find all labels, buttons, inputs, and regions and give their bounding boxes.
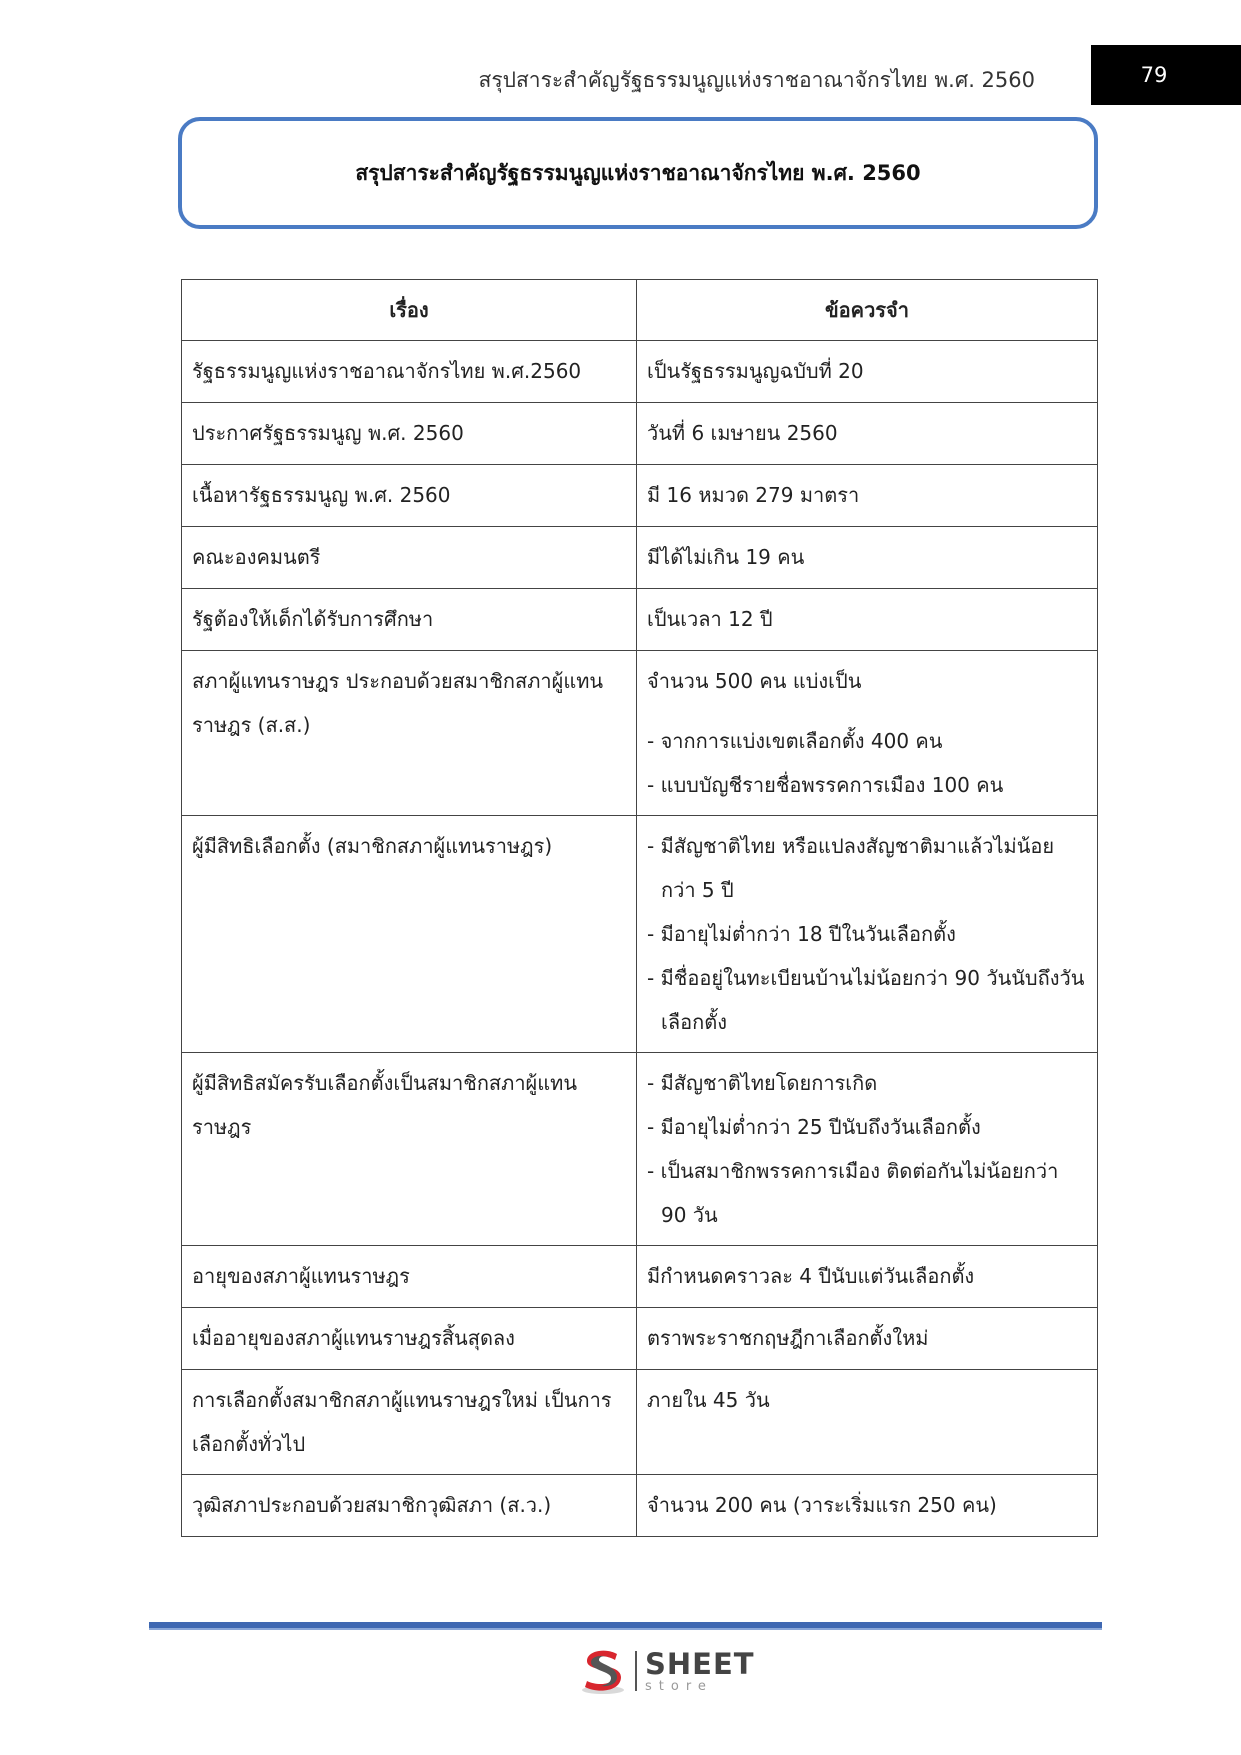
table-row [182, 527, 1098, 589]
note-cell [637, 651, 1098, 816]
summary-table [181, 279, 1098, 1537]
logo-sub-text: store [645, 1678, 713, 1694]
table-row [182, 816, 1098, 1053]
column-header-topic: เรื่อง [182, 280, 637, 341]
table-row [182, 1246, 1098, 1308]
running-header-title: สรุปสาระสำคัญรัฐธรรมนูญแห่งราชอาณาจักรไทย พ.ศ. 2560 [478, 68, 1035, 92]
note-cell: เป็นรัฐธรรมนูญฉบับที่ 20 [637, 341, 1098, 403]
topic-cell: เนื้อหารัฐธรรมนูญ พ.ศ. 2560 [182, 465, 637, 527]
list-item: - มีสัญชาติไทยโดยการเกิด [647, 1071, 878, 1095]
note-cell: มีได้ไม่เกิน 19 คน [637, 527, 1098, 589]
note-cell [637, 1053, 1098, 1246]
note-cell: มีกำหนดคราวละ 4 ปีนับแต่วันเลือกตั้ง [637, 1246, 1098, 1308]
topic-cell: รัฐธรรมนูญแห่งราชอาณาจักรไทย พ.ศ.2560 [182, 341, 637, 403]
topic-cell: การเลือกตั้งสมาชิกสภาผู้แทนราษฎรใหม่ เป็นการเลือกตั้งทั่วไป [182, 1370, 637, 1475]
list-item: - มีอายุไม่ต่ำกว่า 25 ปีนับถึงวันเลือกตั้ง [647, 1115, 981, 1139]
table-row [182, 1370, 1098, 1475]
note-cell: วันที่ 6 เมษายน 2560 [637, 403, 1098, 465]
footer-rule [149, 1622, 1102, 1630]
list-item: - มีสัญชาติไทย หรือแปลงสัญชาติมาแล้วไม่น้อยกว่า 5 ปี [647, 834, 1055, 902]
topic-cell: คณะองคมนตรี [182, 527, 637, 589]
table-row [182, 341, 1098, 403]
note-cell [637, 816, 1098, 1053]
topic-cell: ผู้มีสิทธิสมัครรับเลือกตั้งเป็นสมาชิกสภาผู้แทนราษฎร [182, 1053, 637, 1246]
logo-divider [635, 1651, 637, 1691]
list-item: - แบบบัญชีรายชื่อพรรคการเมือง 100 คน [647, 773, 1004, 797]
note-cell: จำนวน 200 คน (วาระเริ่มแรก 250 คน) [637, 1475, 1098, 1537]
list-item: - มีชื่ออยู่ในทะเบียนบ้านไม่น้อยกว่า 90 วันนับถึงวันเลือกตั้ง [647, 966, 1085, 1034]
table-row [182, 465, 1098, 527]
list-item: - มีอายุไม่ต่ำกว่า 18 ปีในวันเลือกตั้ง [647, 922, 956, 946]
table-row [182, 651, 1098, 816]
page-number-text: 79 [1140, 63, 1168, 87]
list-item: - จากการแบ่งเขตเลือกตั้ง 400 คน [647, 729, 943, 753]
document-title: สรุปสาระสำคัญรัฐธรรมนูญแห่งราชอาณาจักรไทย พ.ศ. 2560 [355, 160, 921, 185]
note-cell: มี 16 หมวด 279 มาตรา [637, 465, 1098, 527]
topic-cell: วุฒิสภาประกอบด้วยสมาชิกวุฒิสภา (ส.ว.) [182, 1475, 637, 1537]
table-row [182, 589, 1098, 651]
topic-cell: ประกาศรัฐธรรมนูญ พ.ศ. 2560 [182, 403, 637, 465]
topic-cell: รัฐต้องให้เด็กได้รับการศึกษา [182, 589, 637, 651]
topic-cell: ผู้มีสิทธิเลือกตั้ง (สมาชิกสภาผู้แทนราษฎร) [182, 816, 637, 1053]
table-row [182, 1053, 1098, 1246]
topic-cell: สภาผู้แทนราษฎร ประกอบด้วยสมาชิกสภาผู้แทนราษฎร (ส.ส.) [182, 651, 637, 816]
note-intro: จำนวน 500 คน แบ่งเป็น [647, 669, 862, 693]
list-item: - เป็นสมาชิกพรรคการเมือง ติดต่อกันไม่น้อยกว่า 90 วัน [647, 1159, 1059, 1227]
title-box [178, 117, 1098, 229]
table-row [182, 403, 1098, 465]
note-cell: ตราพระราชกฤษฎีกาเลือกตั้งใหม่ [637, 1308, 1098, 1370]
logo-main-text: SHEET [645, 1646, 755, 1681]
logo-wordmark [645, 1646, 755, 1694]
page-number [1091, 45, 1241, 105]
table-row [182, 1475, 1098, 1537]
table-header-row [182, 280, 1098, 341]
topic-cell: อายุของสภาผู้แทนราษฎร [182, 1246, 637, 1308]
sheet-store-logo-icon [577, 1646, 629, 1696]
column-header-note: ข้อควรจำ [637, 280, 1098, 341]
topic-cell: เมื่ออายุของสภาผู้แทนราษฎรสิ้นสุดลง [182, 1308, 637, 1370]
table-row [182, 1308, 1098, 1370]
note-cell: ภายใน 45 วัน [637, 1370, 1098, 1475]
note-cell: เป็นเวลา 12 ปี [637, 589, 1098, 651]
sheet-store-logo [577, 1646, 755, 1696]
